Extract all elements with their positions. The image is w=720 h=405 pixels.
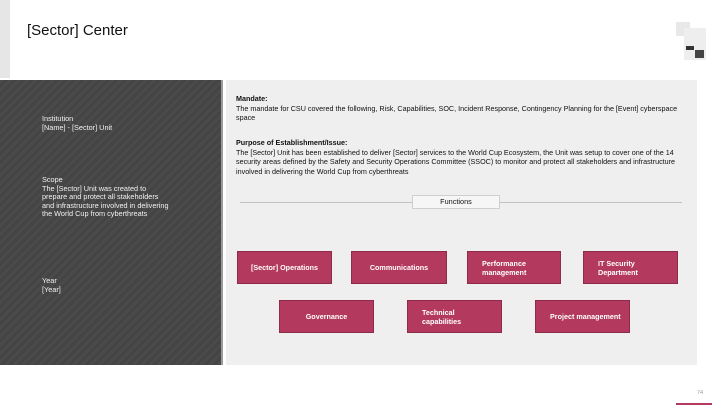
page-number: 74 [697,390,704,396]
function-governance: Governance [279,300,374,333]
purpose-text: The [Sector] Unit has been established to deliver [Sector] services to the World Cup Ecosystem, the Unit was setup to cover one of the 14 security areas defined by the Safety and Security Operations Committee (SSOC) to monitor and protect all stakeholders and infrastructure involved in delivering the World Cup from cyberthreats [236,147,676,176]
function-it-security: IT Security Department [583,251,678,284]
scope-text: Scope The [Sector] Unit was created to prepare and protect all stakeholders and infrastructure involved in delivering the World Cup from cyberthreats [42,175,169,219]
purpose-section [236,138,688,176]
mandate-section [236,94,688,123]
function-performance: Performance management [467,251,561,284]
mandate-heading: Mandate: [236,94,268,103]
functions-divider-right [500,202,682,203]
year-text: Year [Year] [42,276,61,294]
left-edge-strip [0,0,10,78]
institution-text: Institution [Name] - [Sector] Unit [42,114,113,132]
function-technical: Technical capabilities [407,300,502,333]
functions-label: Functions [412,195,500,209]
page-title: [Sector] Center [27,22,128,39]
function-communications: Communications [351,251,447,284]
function-operations: [Sector] Operations [237,251,332,284]
purpose-heading: Purpose of Establishment/Issue: [236,138,348,147]
function-project: Project management [535,300,630,333]
logo-icon [676,22,706,66]
functions-divider-left [240,202,412,203]
mandate-text: The mandate for CSU covered the following, Risk, Capabilities, SOC, Incident Response, Contingency Planning for the [Event] cyberspace space [236,103,678,123]
